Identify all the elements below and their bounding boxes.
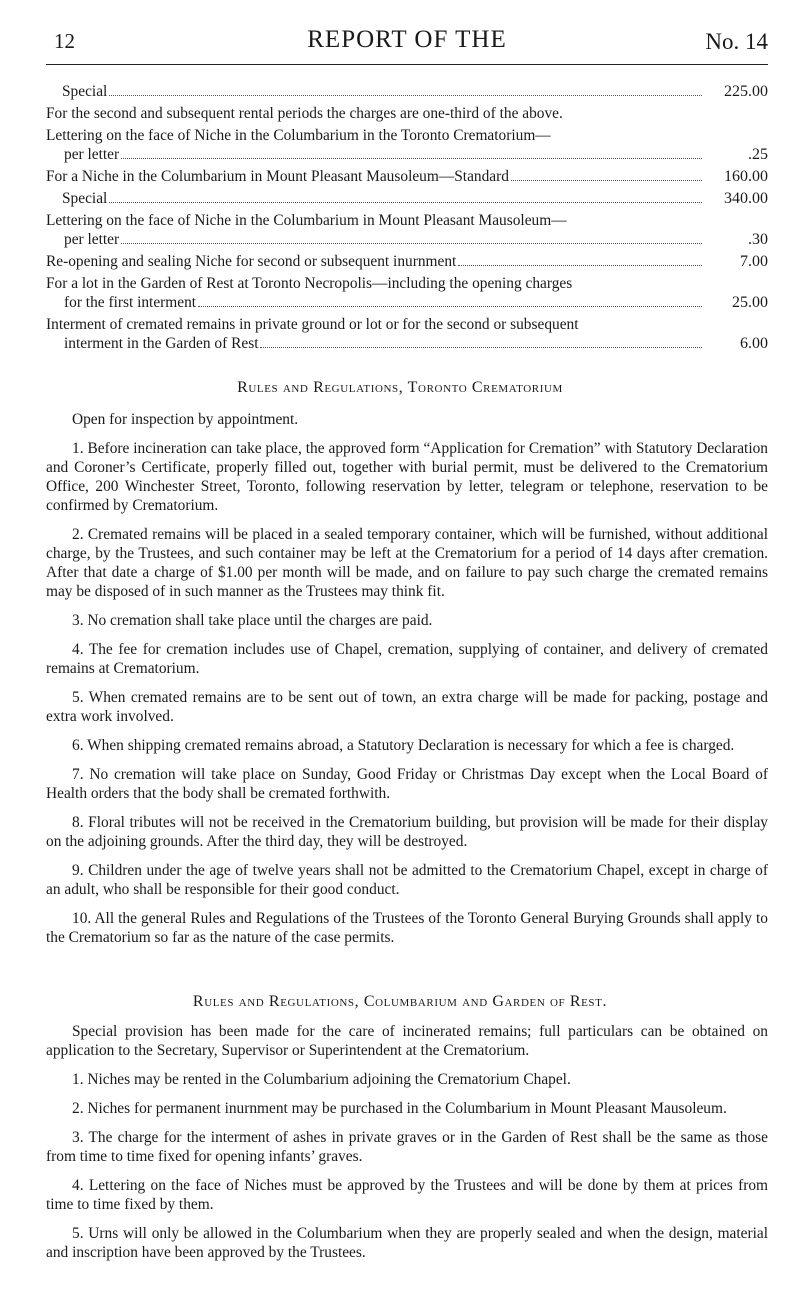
- rule-item: 3. No cremation shall take place until the charges are paid.: [72, 612, 433, 629]
- fee-amount: .25: [748, 146, 768, 163]
- columbarium-rules: [46, 1022, 768, 1272]
- fee-amount: 225.00: [724, 83, 768, 100]
- rule-item: 2. Niches for permanent inurnment may be purchased in the Columbarium in Mount Pleasant Mausoleum.: [72, 1100, 727, 1117]
- fee-item: Lettering on the face of Niche in the Columbarium in the Toronto Crematorium— per letter .25: [46, 127, 768, 163]
- rule-item: 4. The fee for cremation includes use of Chapel, cremation, supplying of container, and delivery of cremated remains at Crematorium.: [46, 641, 768, 677]
- rule-item: 5. Urns will only be allowed in the Columbarium when they are properly sealed and when the design, material and inscription have been approved by the Trustees.: [46, 1225, 768, 1261]
- rule-item: 1. Niches may be rented in the Columbarium adjoining the Crematorium Chapel.: [72, 1071, 571, 1088]
- fee-note: For the second and subsequent rental periods the charges are one-third of the above.: [46, 105, 563, 122]
- crematorium-rules: [46, 410, 768, 957]
- rule-item: 7. No cremation will take place on Sunday, Good Friday or Christmas Day except when the Local Board of Health orders that the body shall be cremated forthwith.: [46, 766, 768, 802]
- fee-item: Interment of cremated remains in private ground or lot or for the second or subsequent interment in the Garden of Rest 6.00: [46, 316, 768, 352]
- rule-item: 4. Lettering on the face of Niches must be approved by the Trustees and will be done by them at prices from time to time fixed by them.: [46, 1177, 768, 1213]
- section-heading-columbarium: Rules and Regulations, Columbarium and Garden of Rest.: [192, 993, 608, 1010]
- fee-amount: .30: [748, 231, 768, 248]
- fee-schedule: [46, 82, 768, 356]
- fee-amount: 160.00: [724, 168, 768, 185]
- section-intro: Special provision has been made for the care of incinerated remains; full particulars can be obtained on application to the Secretary, Supervisor or Superintendent at the Crematorium.: [46, 1023, 768, 1059]
- running-title: REPORT OF THE: [307, 26, 507, 53]
- fee-item: Special 340.00: [62, 190, 768, 207]
- page-header: [46, 26, 768, 65]
- fee-item: Special 225.00: [62, 83, 768, 100]
- fee-amount: 340.00: [724, 190, 768, 207]
- rule-item: 10. All the general Rules and Regulations of the Trustees of the Toronto General Burying Grounds shall apply to the Crematorium so far as the nature of the case permits.: [46, 910, 768, 946]
- rule-item: 3. The charge for the interment of ashes in private graves or in the Garden of Rest shall be the same as those from time to time fixed for opening infants’ graves.: [46, 1129, 768, 1165]
- fee-item: For a lot in the Garden of Rest at Toronto Necropolis—including the opening charges for the first interment 25.00: [46, 275, 768, 311]
- fee-item: Re-opening and sealing Niche for second or subsequent inurnment 7.00: [46, 253, 768, 270]
- fee-item: Lettering on the face of Niche in the Columbarium in Mount Pleasant Mausoleum— per letter .30: [46, 212, 768, 248]
- rule-item: 6. When shipping cremated remains abroad, a Statutory Declaration is necessary for which a fee is charged.: [72, 737, 735, 754]
- fee-amount: 7.00: [740, 253, 768, 270]
- section-heading-crematorium: Rules and Regulations, Toronto Crematorium: [237, 379, 563, 396]
- fee-amount: 25.00: [732, 294, 768, 311]
- report-number: No. 14: [705, 29, 768, 54]
- rule-item: 9. Children under the age of twelve years shall not be admitted to the Crematorium Chapel, except in charge of an adult, who shall be responsible for their good conduct.: [46, 862, 768, 898]
- rule-item: 1. Before incineration can take place, the approved form “Application for Cremation” with Statutory Declaration and Coroner’s Certificate, properly filled out, together with burial permit, must be delivered to the Crematorium Office, 200 Winchester Street, Toronto, following reservation by letter, telegram or telephone, reservation to be confirmed by Crematorium.: [46, 440, 768, 514]
- section-intro: Open for inspection by appointment.: [72, 411, 299, 428]
- rule-item: 5. When cremated remains are to be sent out of town, an extra charge will be made for packing, postage and extra work involved.: [46, 689, 768, 725]
- fee-amount: 6.00: [740, 335, 768, 352]
- fee-item: For a Niche in the Columbarium in Mount Pleasant Mausoleum—Standard 160.00: [46, 168, 768, 185]
- rule-item: 2. Cremated remains will be placed in a sealed temporary container, which will be furnished, without additional charge, by the Trustees, and such container may be left at the Crematorium for a period of 14 days after cremation. After that date a charge of $1.00 per month will be made, and on failure to pay such charge the cremated remains may be disposed of in such manner as the Trustees may think fit.: [46, 526, 768, 600]
- page-number: 12: [54, 29, 75, 53]
- rule-item: 8. Floral tributes will not be received in the Crematorium building, but provision will be made for their display on the adjoining grounds. After the third day, they will be destroyed.: [46, 814, 768, 850]
